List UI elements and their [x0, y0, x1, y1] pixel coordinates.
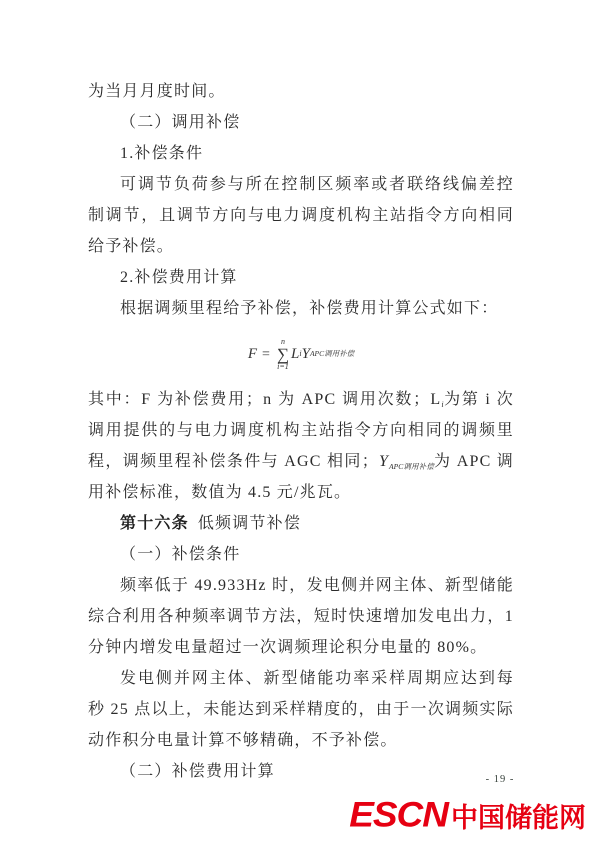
escn-logo: [349, 794, 586, 836]
paragraph-continuation: 为当月月度时间。: [88, 83, 226, 100]
heading-item-2-calc: （二）补偿费用计算: [120, 763, 275, 780]
formula-f: F: [247, 345, 258, 362]
escn-logo-latin: ESCN: [349, 795, 448, 834]
paragraph-calc-intro: 根据调频里程给予补偿，补偿费用计算公式如下：: [120, 300, 499, 317]
paragraph-low-frequency: 频率低于 49.933Hz 时，发电侧并网主体、新型储能综合利用各种频率调节方法，短时快速增加发电出力，1 分钟内增发电量超过一次调频理论积分电量的 80%。: [88, 577, 514, 656]
heading-item-1-condition: （一）补偿条件: [120, 546, 241, 563]
escn-logo-cjk: 中国储能网: [451, 802, 586, 833]
explain-segment-3: 为 APC 调用补偿标准，数值为 4.5 元/兆瓦。: [88, 453, 514, 501]
formula-upper-bound: n: [280, 336, 285, 346]
article-title: 低频调节补偿: [197, 515, 302, 532]
numbered-heading-1: 1.补偿条件: [120, 145, 204, 162]
article-number: 第十六条: [120, 515, 189, 532]
document-body: [88, 76, 514, 787]
subscript-apc-diaoyong-buchang: APC调用补偿: [389, 462, 434, 471]
explain-segment-2: 为第 i 次调用提供的与电力调度机构主站指令方向相同的调频里程，调频里程补偿条件与 AGC 相同；: [88, 391, 514, 470]
numbered-heading-2: 2.补偿费用计算: [120, 269, 238, 286]
paragraph-compensation-condition: 可调节负荷参与所在控制区频率或者联络线偏差控制调节，且调节方向与电力调度机构主站指令方向相同给予补偿。: [88, 176, 514, 255]
formula-sigma-stack: [277, 338, 289, 371]
page-number: - 19 -: [485, 774, 515, 785]
formula-y: Y: [301, 345, 310, 362]
compensation-formula: F = n ∑ i=1 L i Y APC调用补偿: [247, 336, 355, 371]
formula-equals: =: [262, 346, 270, 362]
formula-l: L: [291, 345, 300, 362]
explain-segment-1: 其中：F 为补偿费用；n 为 APC 调用次数；L: [88, 391, 442, 408]
heading-item-2-diaoyong: （二）调用补偿: [120, 114, 241, 131]
article-16-heading: [88, 508, 514, 539]
subscript-i: i: [441, 400, 444, 409]
sigma-symbol: ∑: [276, 344, 290, 364]
variable-y: Y: [378, 453, 390, 470]
formula-lower-bound: i=1: [277, 361, 289, 371]
paragraph-sampling: 发电侧并网主体、新型储能功率采样周期应达到每秒 25 点以上，未能达到采样精度的，由于一次调频实际动作积分电量计算不够精确，不予补偿。: [88, 670, 514, 749]
paragraph-formula-explanation: [88, 384, 514, 508]
